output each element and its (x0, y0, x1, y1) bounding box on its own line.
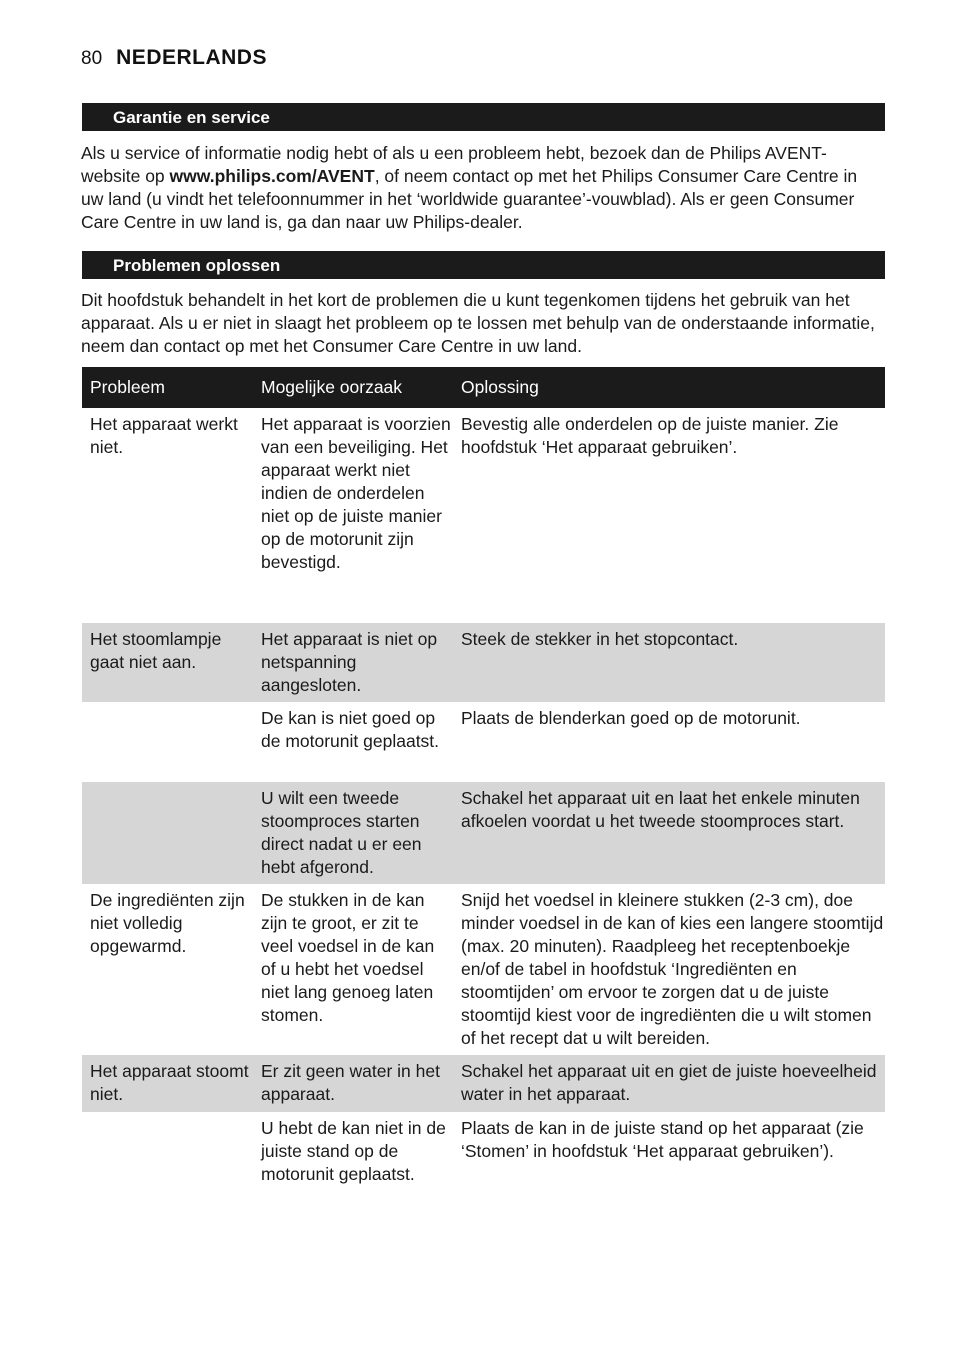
table-row (82, 884, 885, 1055)
table-row (82, 1055, 885, 1112)
page-header (81, 46, 267, 70)
table-row (82, 702, 885, 782)
problem-cell (82, 702, 253, 782)
problem-cell: Het apparaat stoomt niet. (90, 1061, 249, 1104)
troubleshooting-intro: Dit hoofdstuk behandelt in het kort de problemen die u kunt tegenkomen tijdens het gebruik van het apparaat. Als u er niet in slaagt het probleem op te lossen met behulp van de onderstaande informatie, neem dan contact op met het Consumer Care Centre in uw land. (81, 290, 875, 356)
cause-cell: De stukken in de kan zijn te groot, er zit te veel voedsel in de kan of u hebt het voedsel niet lang genoeg laten stomen. (261, 890, 435, 1025)
problem-cell (82, 782, 253, 884)
table-row (82, 782, 885, 884)
language-title: NEDERLANDS (116, 46, 267, 69)
solution-cell: Schakel het apparaat uit en giet de juiste hoeveelheid water in het apparaat. (461, 1061, 877, 1104)
table-header (82, 367, 885, 408)
cause-cell: Het apparaat is niet op netspanning aangesloten. (261, 629, 438, 695)
warranty-paragraph (81, 142, 881, 234)
table-row (82, 623, 885, 702)
warranty-text-end: , of neem contact op met het Philips Consumer Care Centre in uw land (u vindt het telefoonnummer in het ‘worldwide guarantee’-vouwblad). Als er geen Consumer Care Centre in uw land is, ga dan naar uw Philips-dealer. (81, 166, 858, 232)
solution-cell: Snijd het voedsel in kleinere stukken (2-3 cm), doe minder voedsel in de kan of kies een langere stoomtijd (max. 20 minuten). Raadpleeg het receptenboekje en/of de tabel in hoofdstuk ‘Ingrediënten en stoomtijden’ om ervoor te zorgen dat u de juiste stoomtijd kiest voor de ingrediënten die u wilt stomen of het recept dat u wilt bereiden. (461, 890, 884, 1048)
problem-cell (82, 1112, 253, 1192)
website-link[interactable]: www.philips.com/AVENT (169, 166, 375, 186)
cause-cell: U wilt een tweede stoomproces starten direct nadat u er een hebt afgerond. (261, 788, 422, 877)
solution-cell: Steek de stekker in het stopcontact. (461, 629, 739, 649)
solution-cell: Bevestig alle onderdelen op de juiste manier. Zie hoofdstuk ‘Het apparaat gebruiken’. (461, 414, 839, 457)
page-number: 80 (81, 48, 103, 69)
column-header-solution: Oplossing (461, 377, 539, 397)
problem-cell: Het stoomlampje gaat niet aan. (90, 629, 222, 672)
table-row (82, 1112, 885, 1192)
section-heading-warranty: Garantie en service (82, 103, 885, 131)
section-heading-troubleshooting: Problemen oplossen (82, 251, 885, 279)
table-row (82, 408, 885, 623)
solution-cell: Schakel het apparaat uit en laat het enkele minuten afkoelen voordat u het tweede stoomproces start. (461, 788, 860, 831)
troubleshooting-table (82, 367, 885, 1192)
problem-cell: Het apparaat werkt niet. (90, 414, 238, 457)
warranty-text-start: Als u service of informatie nodig hebt of als u een probleem hebt, bezoek dan de Philips AVENT-website op (81, 143, 827, 186)
column-header-cause: Mogelijke oorzaak (261, 377, 403, 397)
cause-cell: U hebt de kan niet in de juiste stand op de motorunit geplaatst. (261, 1118, 446, 1184)
solution-cell: Plaats de kan in de juiste stand op het apparaat (zie ‘Stomen’ in hoofdstuk ‘Het apparaat gebruiken’). (461, 1118, 864, 1161)
problem-cell: De ingrediënten zijn niet volledig opgewarmd. (90, 890, 245, 956)
cause-cell: De kan is niet goed op de motorunit geplaatst. (261, 708, 440, 751)
cause-cell: Het apparaat is voorzien van een beveiliging. Het apparaat werkt niet indien de onderdelen niet op de juiste manier op de motorunit zijn bevestigd. (261, 414, 451, 572)
column-header-problem: Probleem (90, 377, 165, 397)
solution-cell: Plaats de blenderkan goed op de motorunit. (461, 708, 801, 728)
cause-cell: Er zit geen water in het apparaat. (261, 1061, 440, 1104)
